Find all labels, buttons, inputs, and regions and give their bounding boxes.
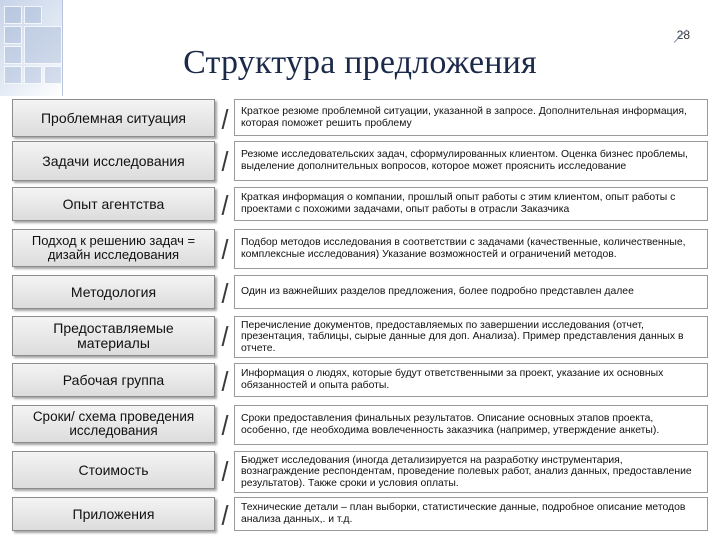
row-description: Сроки предоставления финальных результатов. Описание основных этапов проекта, особенно, где необходима вовлеченность заказчика (например, утверждение анкеты). [234, 405, 708, 445]
row-label: Методология [12, 275, 215, 309]
separator-slash [222, 151, 229, 171]
row-label: Стоимость [12, 451, 215, 489]
separator-slash [222, 461, 229, 481]
separator-slash [222, 239, 229, 259]
row-label: Приложения [12, 497, 215, 531]
separator-slash [222, 326, 229, 346]
separator-slash [222, 415, 229, 435]
row-label: Предоставляемые материалы [12, 316, 215, 356]
row-description: Бюджет исследования (иногда детализируется на разработку инструментария, вознаграждение респондентам, проведение полевых работ, анализ данных, предоставление результатов). Также сроки и условия оплаты. [234, 451, 708, 493]
row-description: Подбор методов исследования в соответствии с задачами (качественные, количественные, комплексные исследования) Указание возможностей и ограничений методов. [234, 229, 708, 269]
row-description: Информация о людях, которые будут ответственными за проект, указание их основных обязанностей и опыта работы. [234, 363, 708, 397]
separator-slash [222, 505, 229, 525]
row-label: Подход к решению задач = дизайн исследования [12, 229, 215, 267]
row-description: Краткая информация о компании, прошлый опыт работы с этим клиентом, опыт работы с проектами с похожими задачами, опыт работы в отрасли Заказчика [234, 187, 708, 221]
slide-title: Структура предложения [183, 44, 537, 81]
row-description: Технические детали – план выборки, статистические данные, подробное описание методов анализа данных,. и т.д. [234, 497, 708, 531]
row-label: Рабочая группа [12, 363, 215, 397]
row-label: Сроки/ схема проведения исследования [12, 405, 215, 443]
row-description: Краткое резюме проблемной ситуации, указанной в запросе. Дополнительная информация, которая поможет решить проблему [234, 99, 708, 136]
page-number: 28 [676, 28, 690, 42]
row-label: Проблемная ситуация [12, 99, 215, 137]
row-label: Опыт агентства [12, 187, 215, 221]
separator-slash [222, 283, 229, 303]
separator-slash [222, 109, 229, 129]
row-description: Резюме исследовательских задач, сформулированных клиентом. Оценка бизнес проблемы, выделение дополнительных вопросов, которое может прояснить исследование [234, 141, 708, 181]
separator-slash [222, 195, 229, 215]
row-description: Один из важнейших разделов предложения, более подробно представлен далее [234, 275, 708, 309]
separator-slash [222, 371, 229, 391]
row-description: Перечисление документов, предоставляемых по завершении исследования (отчет, презентация, таблицы, сырые данные для доп. Анализа). Пример представления данных в отчете. [234, 316, 708, 358]
row-label: Задачи исследования [12, 141, 215, 181]
